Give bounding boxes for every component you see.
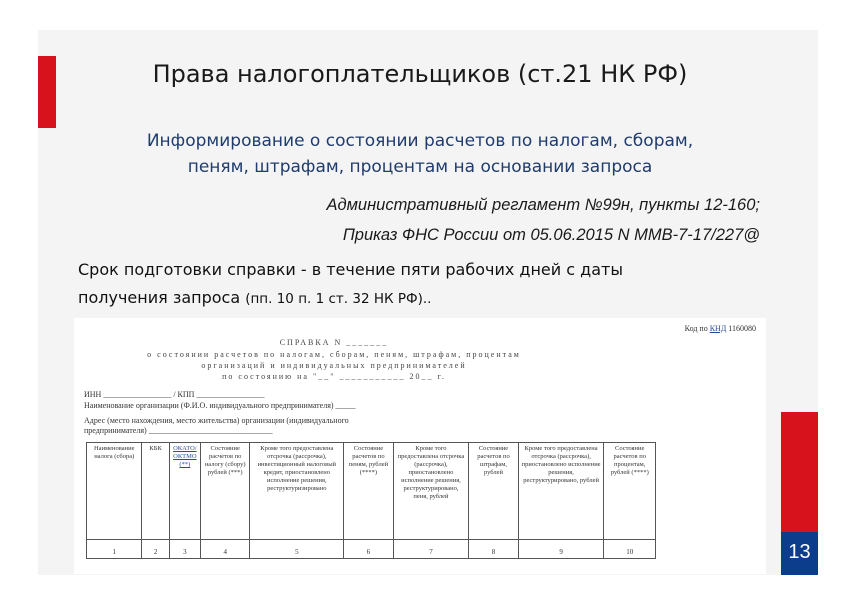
subtitle-line-1: Информирование о состоянии расчетов по налогам, сборам, [146,131,694,151]
form-code [685,324,756,333]
form-header-2: о состоянии расчетов по налогам, сборам, пеням, штрафам, процентам [147,350,521,359]
accent-bar-right-red [781,412,818,532]
table-cell-number: 4 [200,540,249,559]
reference-order: Приказ ФНС России от 05.06.2015 N ММВ-7-17/227@ [342,226,760,244]
table-cell-number: 7 [393,540,469,559]
form-header-3: организаций и индивидуальных предпринимателей [201,361,467,370]
table-cell-number: 3 [169,540,200,559]
form-header-1: СПРАВКА N _______ [279,338,389,347]
table-header-cell: Наименование налога (сбора) [87,443,142,540]
table-header-cell: КБК [142,443,169,540]
accent-bar-left [38,56,56,128]
slide-title: Права налогоплательщиков (ст.21 НК РФ) [152,60,688,88]
table-cell-number: 2 [142,540,169,559]
deadline-line-1: Срок подготовки справки - в течение пяти рабочих дней с даты [78,260,623,279]
form-line-inn: ИНН _________________ / КПП _________________ [84,390,265,399]
table-header-cell: Кроме того предоставлена отсрочка (рассрочка), инвестиционный налоговый кредит, приостановлено исполнение решения, реструктуризировано [250,443,344,540]
table-header-cell: ОКАТО/ОКТМО (**) [169,443,200,540]
table-header-cell: Состояние расчетов по налогу (сбору) рублей (***) [200,443,249,540]
table-cell-number: 10 [604,540,656,559]
table-header-cell: Кроме того предоставлена отсрочка (рассрочка), приостановлено исполнение решения, реструктурировано, рублей [518,443,604,540]
form-line-name: Наименование организации (Ф.И.О. индивидуального предпринимателя) _____ [84,401,356,410]
deadline-text [78,256,778,313]
reference-regulation: Административный регламент №99н, пункты 12-160; [326,196,760,214]
certificate-form-image [74,318,766,574]
subtitle-line-2: пеням, штрафам, процентам на основании запроса [187,157,653,177]
form-line-address-2: предпринимателя) _______________________________ [84,426,273,435]
form-line-address: Адрес (место нахождения, место жительства) организации (индивидуального [84,416,349,425]
table-cell-number: 1 [87,540,142,559]
table-header-cell: Состояние расчетов по процентам, рублей (****) [604,443,656,540]
form-code-link: КНД [709,324,727,333]
deadline-line-2-bold: получения запроса [78,288,246,307]
table-cell-number: 9 [518,540,604,559]
table-header-cell: Кроме того предоставлена отсрочка (рассрочка), приостановлено исполнение решения, реструктурировано, пеня, рублей [393,443,469,540]
form-code-label: Код по [684,324,710,333]
subtitle [60,128,780,180]
table-header-cell: Состояние расчетов по штрафам, рублей [469,443,518,540]
slide-number: 13 [788,541,811,563]
table-header-row [87,443,656,540]
table-cell-number: 8 [469,540,518,559]
form-header-4: по состоянию на "__" ___________ 20__ г. [222,372,446,381]
table-cell-number: 5 [250,540,344,559]
table-cell-number: 6 [344,540,393,559]
deadline-line-2 [78,284,778,313]
table-header-cell: Состояние расчетов по пеням, рублей (****) [344,443,393,540]
deadline-citation: (пп. 10 п. 1 ст. 32 НК РФ).. [245,291,432,307]
table-number-row [87,540,656,559]
form-code-value: 1160080 [726,324,756,333]
form-table [86,442,656,559]
